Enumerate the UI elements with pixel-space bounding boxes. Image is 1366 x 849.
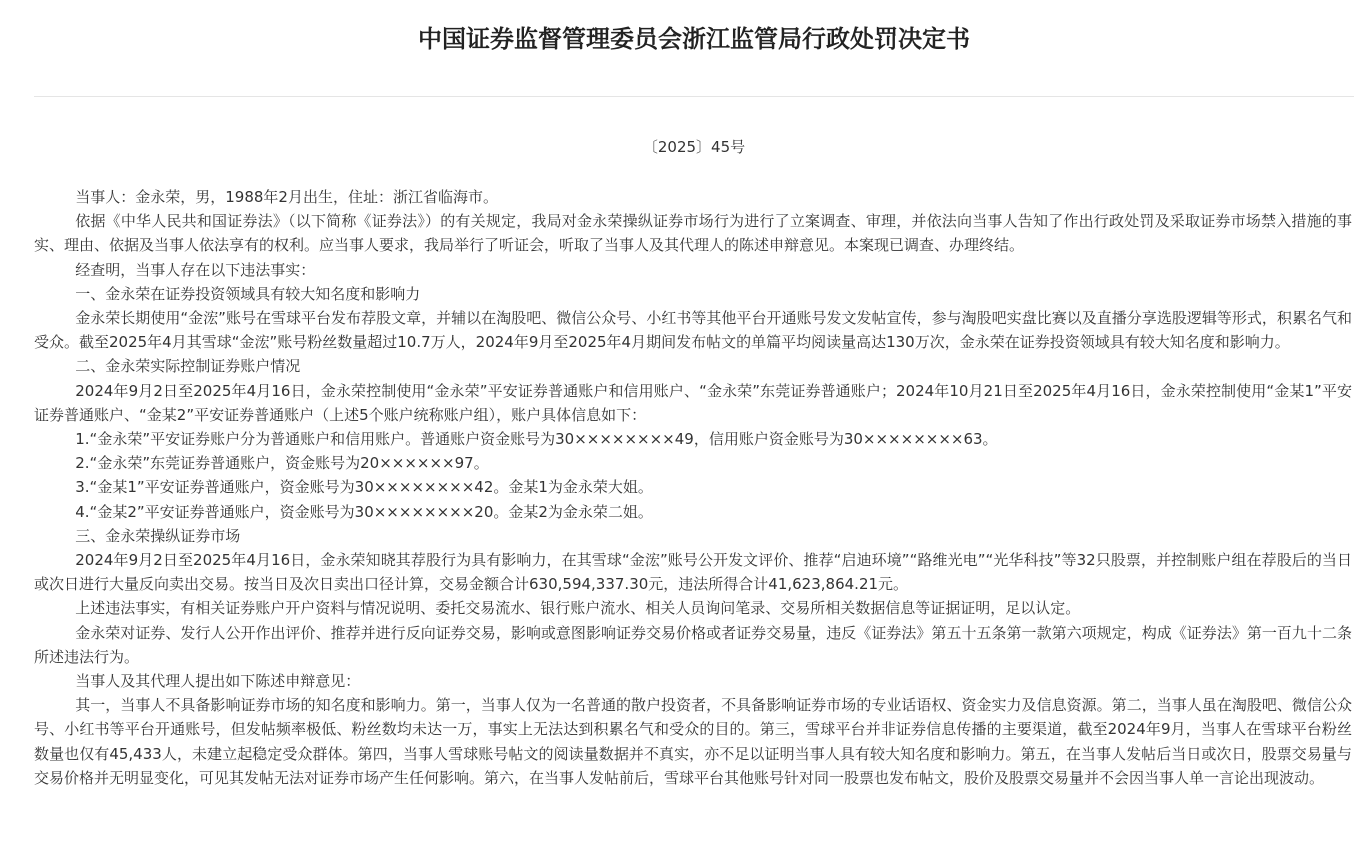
section-heading-1: 一、金永荣在证券投资领域具有较大知名度和影响力 bbox=[75, 284, 421, 303]
paragraph-accounts: 2024年9月2日至2025年4月16日，金永荣控制使用“金永荣”平安证券普通账户和信用账户、“金永荣”东莞证券普通账户；2024年10月21日至2025年4月16日，金永荣控制使用“金某1”平安证券普通账户、“金某2”平安证券普通账户（上述5个账户统称账户组），账户具体信息如下： bbox=[34, 381, 1352, 424]
paragraph-basis: 依据《中华人民共和国证券法》（以下简称《证券法》）的有关规定，我局对金永荣操纵证券市场行为进行了立案调查、审理，并依法向当事人告知了作出行政处罚及采取证券市场禁入措施的事实、理由、依据及当事人依法享有的权利。应当事人要求，我局举行了听证会，听取了当事人及其代理人的陈述申辩意见。本案现已调查、办理终结。 bbox=[34, 212, 1352, 255]
paragraph-evidence: 上述违法事实，有相关证券账户开户资料与情况说明、委托交易流水、银行账户流水、相关人员询问笔录、交易所相关数据信息等证据证明，足以认定。 bbox=[75, 599, 1081, 618]
paragraph-defense-1: 其一，当事人不具备影响证券市场的知名度和影响力。第一，当事人仅为一名普通的散户投资者，不具备影响证券市场的专业话语权、资金实力及信息资源。第二，当事人虽在淘股吧、微信公众号、小红书等平台开通账号，但发帖频率极低、粉丝数均未达一万，事实上无法达到积累名气和受众的目的。第三，雪球平台并非证券信息传播的主要渠道，截至2024年9月，当事人在雪球平台粉丝数量也仅有45,433人，未建立起稳定受众群体。第四，当事人雪球账号帖文的阅读量数据并不真实，亦不足以证明当事人具有较大知名度和影响力。第五，在当事人发帖后当日或次日，股票交易量与交易价格并无明显变化，可见其发帖无法对证券市场产生任何影响。第六，在当事人发帖前后，雪球平台其他账号针对同一股票也发布帖文，股价及股票交易量并不会因当事人单一言论出现波动。 bbox=[34, 696, 1352, 787]
title-divider bbox=[34, 96, 1354, 97]
paragraph-party: 当事人：金永荣，男，1988年2月出生，住址：浙江省临海市。 bbox=[75, 188, 498, 206]
document-body bbox=[34, 185, 1352, 790]
document-title: 中国证券监督管理委员会浙江监管局行政处罚决定书 bbox=[418, 25, 970, 53]
account-item-3: 3.“金某1”平安证券普通账户，资金账号为30××××××××42。金某1为金永荣大姐。 bbox=[75, 478, 653, 497]
account-item-1: 1.“金永荣”平安证券账户分为普通账户和信用账户。普通账户资金账号为30××××××××49，信用账户资金账号为30××××××××63。 bbox=[75, 430, 998, 449]
paragraph-findings-intro: 经查明，当事人存在以下违法事实： bbox=[75, 260, 316, 279]
paragraph-defense-intro: 当事人及其代理人提出如下陈述申辩意见： bbox=[75, 672, 361, 691]
paragraph-influence: 金永荣长期使用“金浤”账号在雪球平台发布荐股文章，并辅以在淘股吧、微信公众号、小红书等其他平台开通账号发文发帖宣传，参与淘股吧实盘比赛以及直播分享选股逻辑等形式，积累名气和受众。截至2025年4月其雪球“金浤”账号粉丝数量超过10.7万人，2024年9月至2025年4月期间发布帖文的单篇平均阅读量高达130万次，金永荣在证券投资领域具有较大知名度和影响力。 bbox=[34, 309, 1352, 352]
account-item-2: 2.“金永荣”东莞证券普通账户，资金账号为20××××××97。 bbox=[75, 454, 489, 473]
paragraph-manipulation: 2024年9月2日至2025年4月16日，金永荣知晓其荐股行为具有影响力，在其雪球“金浤”账号公开发文评价、推荐“启迪环境”“路维光电”“光华科技”等32只股票，并控制账户组在荐股后的当日或次日进行大量反向卖出交易。按当日及次日卖出口径计算，交易金额合计630,594,337.30元，违法所得合计41,623,864.21元。 bbox=[34, 551, 1352, 594]
paragraph-violation: 金永荣对证券、发行人公开作出评价、推荐并进行反向证券交易，影响或意图影响证券交易价格或者证券交易量，违反《证券法》第五十五条第一款第六项规定，构成《证券法》第一百九十二条所述违法行为。 bbox=[34, 623, 1352, 666]
document-number: 〔2025〕45号 bbox=[642, 138, 746, 156]
account-item-4: 4.“金某2”平安证券普通账户，资金账号为30××××××××20。金某2为金永荣二姐。 bbox=[75, 502, 653, 521]
section-heading-2: 二、金永荣实际控制证券账户情况 bbox=[75, 357, 301, 376]
section-heading-3: 三、金永荣操纵证券市场 bbox=[75, 526, 241, 545]
